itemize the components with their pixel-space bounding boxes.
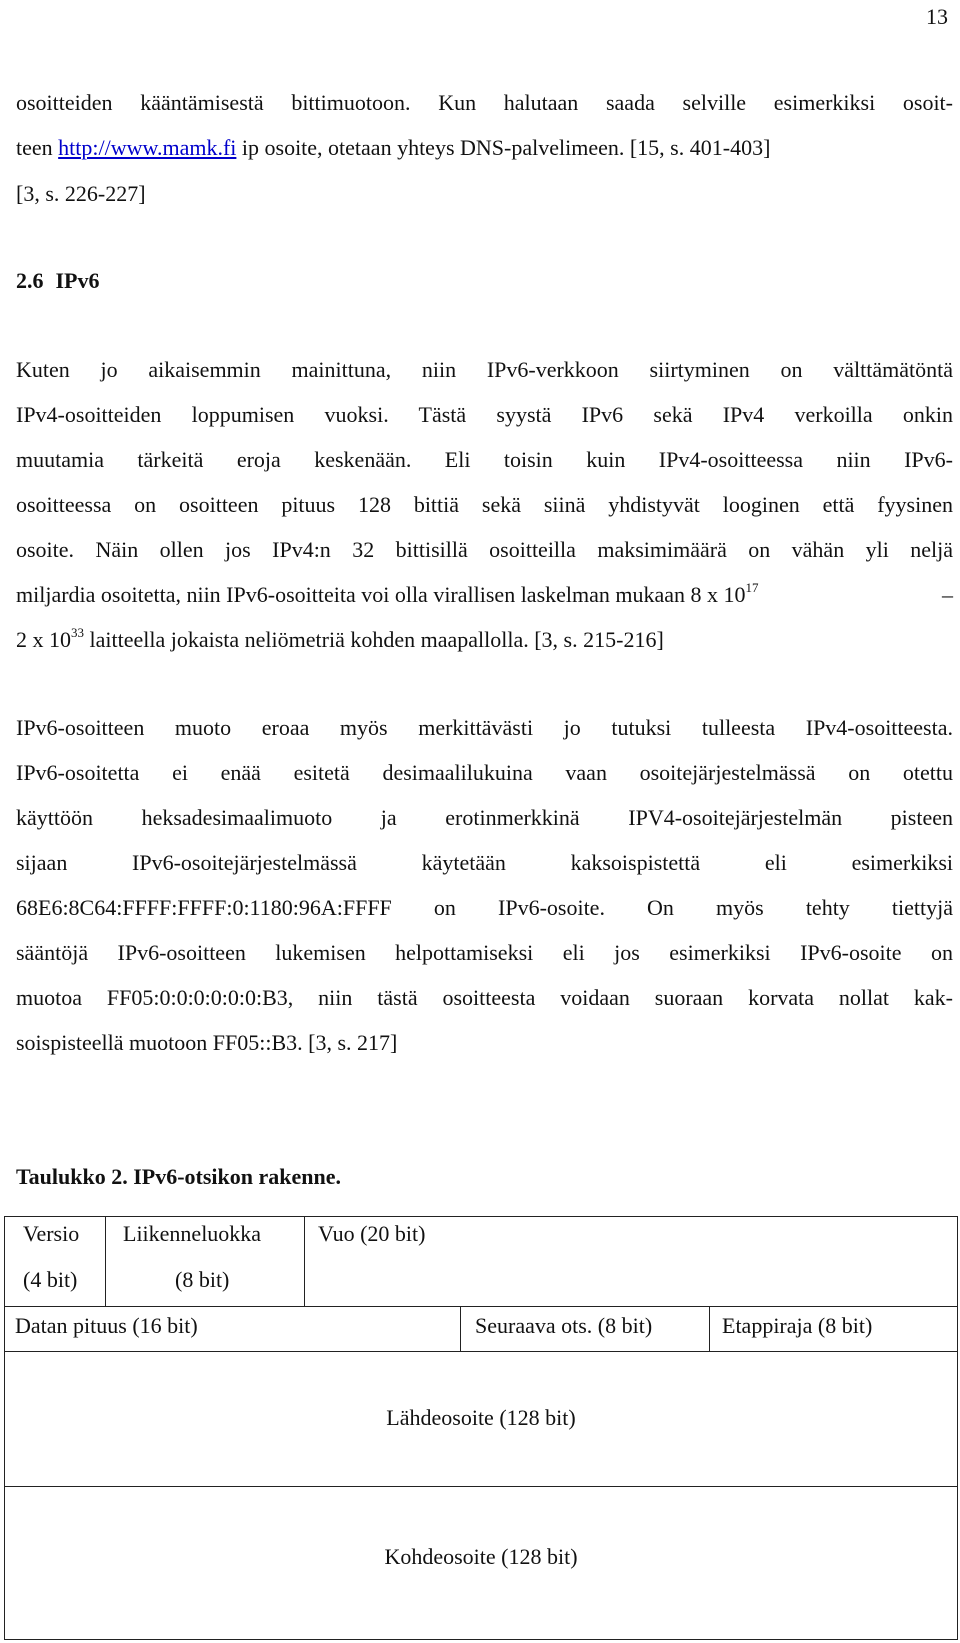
text-segment: miljardia osoitetta, niin IPv6-osoitteita voi olla virallisen laskelman mukaan 8 x 10 xyxy=(16,582,746,607)
cell-vuo: Vuo (20 bit) xyxy=(318,1221,426,1246)
table-rule xyxy=(5,1306,957,1307)
paragraph-line: sääntöjä IPv6-osoitteen lukemisen helpottamiseksi eli jos esimerkiksi IPv6-osoite on xyxy=(16,940,953,965)
paragraph-line: käyttöön heksadesimaalimuoto ja erotinmerkkinä IPV4-osoitejärjestelmän pisteen xyxy=(16,805,953,830)
cell-seuraava-otsikko: Seuraava ots. (8 bit) xyxy=(475,1313,653,1338)
paragraph-line xyxy=(16,579,953,608)
cell-lahdeosoite: Lähdeosoite (128 bit) xyxy=(386,1405,576,1430)
paragraph-line: osoitteessa on osoitteen pituus 128 bittiä sekä siinä yhdistyvät looginen että fyysinen xyxy=(16,492,953,517)
section-heading xyxy=(16,268,100,294)
paragraph-line: IPv6-osoitteen muoto eroaa myös merkittävästi jo tutuksi tulleesta IPv4-osoitteesta. xyxy=(16,715,953,740)
page-number: 13 xyxy=(926,4,948,29)
cell-datan-pituus: Datan pituus (16 bit) xyxy=(15,1313,198,1338)
paragraph-line: osoitteiden kääntämisestä bittimuotoon. Kun halutaan saada selville esimerkiksi osoit- xyxy=(16,90,953,115)
ipv6-header-table xyxy=(4,1216,958,1640)
cell-etappiraja: Etappiraja (8 bit) xyxy=(722,1313,873,1338)
paragraph-line: soispisteellä muotoon FF05::B3. [3, s. 217] xyxy=(16,1030,398,1055)
paragraph-line xyxy=(16,135,953,161)
paragraph-line: osoite. Näin ollen jos IPv4:n 32 bittisillä osoitteilla maksimimäärä on vähän yli neljä xyxy=(16,537,953,562)
text-segment: teen xyxy=(16,135,59,160)
table-rule xyxy=(5,1486,957,1487)
table-caption: Taulukko 2. IPv6-otsikon rakenne. xyxy=(16,1164,342,1189)
table-rule xyxy=(709,1306,710,1351)
mamk-link[interactable]: http://www.mamk.fi xyxy=(58,135,237,160)
cell-liikenneluokka-bits: (8 bit) xyxy=(175,1267,230,1292)
cell-versio: Versio xyxy=(23,1221,80,1246)
paragraph-line: IPv6-osoitetta ei enää esitetä desimaalilukuina vaan osoitejärjestelmässä on otettu xyxy=(16,760,953,785)
paragraph-line: 68E6:8C64:FFFF:FFFF:0:1180:96A:FFFF on IPv6-osoite. On myös tehty tiettyjä xyxy=(16,895,953,920)
text-segment: laitteella jokaista neliömetriä kohden maapallolla. [3, s. 215-216] xyxy=(84,627,664,652)
text-segment: ip osoite, otetaan yhteys DNS-palvelimeen. [15, s. 401-403] xyxy=(236,135,771,160)
table-rule xyxy=(304,1217,305,1306)
cell-versio-bits: (4 bit) xyxy=(23,1267,78,1292)
table-rule xyxy=(460,1306,461,1351)
section-title: IPv6 xyxy=(55,268,100,293)
paragraph-line: [3, s. 226-227] xyxy=(16,181,146,206)
text-segment: 2 x 10 xyxy=(16,627,71,652)
paragraph-line: Kuten jo aikaisemmin mainittuna, niin IPv6-verkkoon siirtyminen on välttämätöntä xyxy=(16,357,953,382)
paragraph-line: muutamia tärkeitä eroja keskenään. Eli toisin kuin IPv4-osoitteessa niin IPv6- xyxy=(16,447,953,472)
section-number: 2.6 xyxy=(16,268,44,293)
table-rule xyxy=(105,1217,106,1306)
cell-kohdeosoite: Kohdeosoite (128 bit) xyxy=(384,1544,578,1569)
paragraph-line xyxy=(16,624,664,653)
cell-liikenneluokka: Liikenneluokka xyxy=(123,1221,262,1246)
paragraph-line: sijaan IPv6-osoitejärjestelmässä käytetään kaksoispistettä eli esimerkiksi xyxy=(16,850,953,875)
paragraph-line: muotoa FF05:0:0:0:0:0:0:B3, niin tästä osoitteesta voidaan suoraan korvata nollat kak- xyxy=(16,985,953,1010)
table-rule xyxy=(5,1351,957,1352)
dash: – xyxy=(942,582,953,607)
paragraph-line: IPv4-osoitteiden loppumisen vuoksi. Tästä syystä IPv6 sekä IPv4 verkoilla onkin xyxy=(16,402,953,427)
exponent: 17 xyxy=(745,579,759,595)
exponent: 33 xyxy=(71,624,84,640)
